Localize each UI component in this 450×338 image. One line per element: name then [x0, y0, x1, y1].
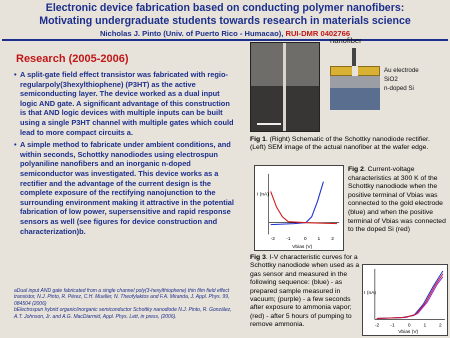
- fig3-xtick-3: 1: [423, 323, 427, 329]
- fig3-xtick-1: -1: [390, 323, 395, 329]
- author-byline: [0, 29, 450, 38]
- schematic-nanofiber: [352, 48, 356, 66]
- fig2-xtick-0: -2: [270, 237, 276, 243]
- title-line-1: Electronic device fabrication based on conducting polymer nanofibers:: [45, 2, 405, 14]
- schematic-electrode-gap: [352, 66, 358, 76]
- poster-title: [0, 2, 450, 28]
- figure-2-caption: [348, 166, 448, 235]
- figure-3-caption: [250, 254, 362, 330]
- reference-b: bElectrospun hybrid organic/inorganic semiconductor Schottky nanodiode N.J. Pinto, R. González, A.T. Johnson, Jr. and A.G. MacDiarmid, Appl. Phys. Lett, in press, (2006).: [14, 307, 232, 320]
- fig2-xtick-1: -1: [286, 237, 291, 243]
- sem-scale-bar: [257, 123, 281, 125]
- figure-2-text: . Current-voltage characteristics at 300 K of the Schottky nanodiode when the positive terminal of Vbias was connected to the gold electrode (blue) and when the positive terminal of Vbias was connected to the doped Si (red): [348, 166, 446, 234]
- fig2-xtick-4: 2: [331, 237, 334, 243]
- figure-1-caption: [250, 136, 446, 153]
- fig3-blue-curve: [377, 271, 443, 319]
- fig3-xtick-0: -2: [374, 323, 380, 329]
- label-sio2: SiO2: [384, 76, 398, 83]
- fig3-xtick-4: 2: [439, 323, 442, 329]
- schematic-sio2-layer: [330, 76, 380, 88]
- label-au-electrode: Au electrode: [384, 67, 419, 74]
- bullet-and-gate: • A split-gate field effect transistor was fabricated with regio-regularpoly(3hexylthiophene) (P3HT) as the active semiconducting layer. The device worked as a dual input logic AND gate. A significant advantage of this construction is that AND logic devices with multiple inputs can be built using a single P3HT channel with multiple gates which could lead to more compact circuits a.: [14, 70, 238, 137]
- bullet-list: [14, 70, 238, 236]
- figure-1-tag: Fig 1: [250, 136, 266, 143]
- bullet-schottky-diode: • A simple method to fabricate under ambient conditions, and within seconds, Schottky nanodiodes using electrospun polyaniline nanofibers and an inorganic n-doped semiconductor was investigated. This device works as a rectifier and the advantage of the current design is the complete exposure of the rectifying nanojunction to the surrounding environment making it attractive in the potential fabrication of low power, supersensitive and rapid response sensors as well (see figures for device construction and characterization)b.: [14, 140, 238, 236]
- device-schematic: [330, 48, 380, 128]
- fig3-red-curve: [377, 274, 443, 319]
- fig2-red-curve: [271, 191, 337, 223]
- award-number: RUI-DMR 0402766: [285, 29, 351, 38]
- fig2-blue-curve: [271, 182, 324, 225]
- fig3-xlabel: Vbias (V): [398, 330, 419, 336]
- section-heading: Research (2005-2006): [16, 53, 129, 65]
- fig3-ylabel: I (nA): [364, 291, 377, 297]
- header-divider: [2, 39, 448, 41]
- reference-a: aDual input AND gate fabricated from a single channel poly(3-hexylthiophene) thin film field effect transistor, N.J. Pinto, R. Pérez, C.H. Mueller, N. Theofylaktos and F.A. Miranda, J. Appl. Phys. 99, 084504 (2006): [14, 288, 230, 307]
- figure-2-tag: Fig 2: [348, 166, 364, 173]
- fig2-xlabel: Vbias (V): [292, 245, 313, 251]
- figure-2-plot: [254, 165, 344, 251]
- fig2-ylabel: I (nA): [257, 192, 269, 198]
- author-text: Nicholas J. Pinto (Univ. of Puerto Rico - Humacao),: [99, 29, 286, 38]
- label-n-doped-si: n-doped Si: [384, 85, 414, 92]
- sem-image: [250, 42, 320, 132]
- fig2-xtick-2: 0: [303, 237, 307, 243]
- figure-3-tag: Fig 3: [250, 254, 266, 261]
- title-line-2: Motivating undergraduate students towards research in materials science: [39, 15, 411, 27]
- figure-3-text: . I-V characteristic curves for a Schottky nanodiode when used as a gas sensor and measured in the following sequence: (blue) - as prepared sample measured in vacuum; (purple) - a few seconds after exposure to ammonia vapor; (red) - after 5 hours of pumping to remove ammonia.: [250, 254, 360, 329]
- references: [14, 288, 240, 320]
- schematic-si-layer: [330, 88, 380, 110]
- figure-3-plot: [362, 264, 448, 336]
- fig3-xtick-2: 0: [407, 323, 411, 329]
- fig2-xtick-3: 1: [317, 237, 321, 243]
- sem-nanofiber: [283, 43, 286, 132]
- label-nanofiber: nanofiber: [330, 36, 362, 45]
- fig3-purple-curve: [377, 277, 443, 319]
- figure-1-text: . (Right) Schematic of the Schottky nanodiode rectifier. (Left) SEM image of the actual nanofiber at the wafer edge.: [250, 136, 430, 152]
